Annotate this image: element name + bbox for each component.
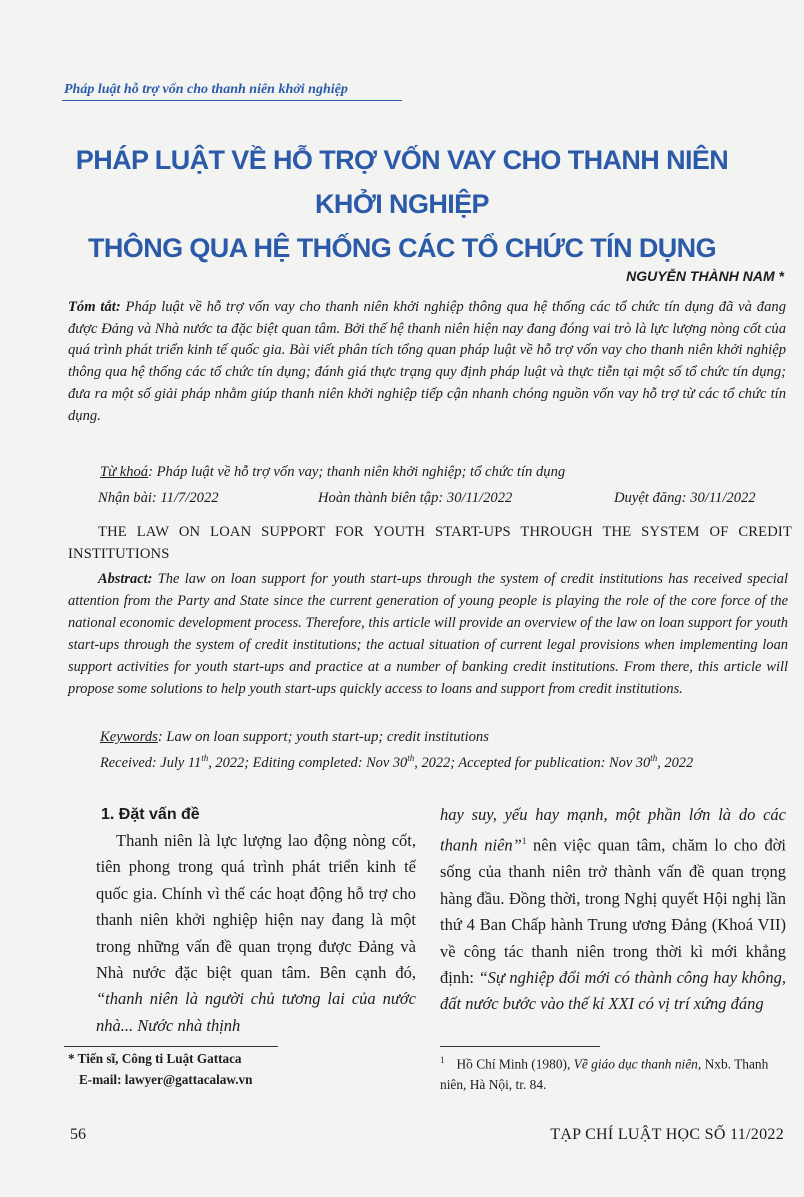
footnote-book-title: Về giáo dục thanh niên <box>573 1056 698 1072</box>
english-title: THE LAW ON LOAN SUPPORT FOR YOUTH START-UPS THROUGH THE SYSTEM OF CREDIT INSTITUTIONS <box>68 524 792 562</box>
keywords-vn-label: Từ khoá <box>100 464 149 480</box>
ordinal-suffix: th <box>407 753 415 763</box>
page-number: 56 <box>70 1126 86 1143</box>
abstract-vietnamese <box>68 297 786 427</box>
author-affiliation: * Tiến sĩ, Công ti Luật Gattaca <box>68 1051 242 1066</box>
author-footnote <box>68 1048 252 1090</box>
footnote <box>440 1050 786 1095</box>
body-text: Thanh niên là lực lượng lao động nòng cốt, tiên phong trong quá trình phát triển kinh tế quốc gia. Chính vì thế các hoạt động hỗ trợ cho thanh niên khởi nghiệp hiện nay đang là một trong những vấn đề quan trọng được Đảng và Nhà nước đặc biệt quan tâm. Bên cạnh đó, <box>96 831 416 983</box>
abstract-english <box>68 568 788 700</box>
abstract-vn-text: Pháp luật về hỗ trợ vốn vay cho thanh niên khởi nghiệp thông qua hệ thống các tổ chức tín dụng đã và đang được Đảng và Nhà nước ta đặc biệt quan tâm. Bởi thế hệ thanh niên hiện nay đang đóng vai trò là lực lượng nòng cốt của quá trình phát triển kinh tế quốc gia. Bài viết phân tích tổng quan pháp luật về hỗ trợ vốn vay cho thanh niên khởi nghiệp thông qua hệ thống các tổ chức tín dụng; đánh giá thực trạng quy định pháp luật và thực tiễn tại một số tổ chức tín dụng; đưa ra một số giải pháp nhằm giúp thanh niên khởi nghiệp tiếp cận nhanh chóng nguồn vốn vay hỗ trợ từ các tổ chức tín dụng. <box>68 299 786 424</box>
body-quote: hay suy, yếu hay mạnh, một phần lớn là do các thanh niên” <box>440 805 786 855</box>
editing-text: , 2022; Editing completed: Nov 30 <box>208 754 408 771</box>
ordinal-suffix: th <box>650 753 658 763</box>
footnote-number: 1 <box>440 1055 445 1065</box>
keywords-en-label: Keywords <box>100 729 158 745</box>
body-column-left <box>96 802 416 1039</box>
received-text: Received: July 11 <box>100 754 202 771</box>
footnote-publisher: , Nxb. Thanh niên, Hà Nội, tr. 84. <box>440 1056 769 1093</box>
article-title-line2: THÔNG QUA HỆ THỐNG CÁC TỔ CHỨC TÍN DỤNG <box>88 233 716 263</box>
keywords-vietnamese <box>100 464 565 481</box>
series-title: Pháp luật hỗ trợ vốn cho thanh niên khởi nghiệp <box>64 82 348 97</box>
section-heading: 1. Đặt vấn đề <box>101 806 200 823</box>
journal-name: TẠP CHÍ LUẬT HỌC SỐ 11/2022 <box>550 1126 784 1143</box>
abstract-en-label: Abstract: <box>98 571 153 587</box>
body-text: nên việc quan tâm, chăm lo cho đời sống của thanh niên trở thành vấn đề quan trọng hàng đầu. Đồng thời, trong Nghị quyết Hội nghị lần thứ 4 Ban Chấp hành Trung ương Đảng (Khoá VII) về công tác thanh niên trong thời kì mới khẳng định: <box>440 835 786 987</box>
body-quote: “thanh niên là người chủ tương lai của nước nhà... Nước nhà thịnh <box>96 989 416 1035</box>
author-name: NGUYỄN THÀNH NAM * <box>626 268 784 284</box>
author-email[interactable]: E-mail: lawyer@gattacalaw.vn <box>79 1072 253 1087</box>
series-title-underline <box>62 100 402 101</box>
footnote-divider-right <box>440 1046 600 1047</box>
abstract-en-text: The law on loan support for youth start-ups through the system of credit institutions has received special attention from the Party and State since the current generation of young people is playing the role of the core force of the national economic development process. Therefore, this article will provide an overview of the law on loan support for youth start-ups through the system of credit institutions; the actual situation of current legal provisions when implementing loan support activities for youth start-ups and practice at a number of banking credit institutions. From there, this article will propose some solutions to help youth start-ups quickly access to loans and support from credit institutions. <box>68 571 788 697</box>
edited-date-vn: Hoàn thành biên tập: 30/11/2022 <box>318 490 513 506</box>
keywords-english <box>100 729 489 746</box>
received-date-vn: Nhận bài: 11/7/2022 <box>98 490 219 506</box>
keywords-en-text: : Law on loan support; youth start-up; credit institutions <box>157 729 489 745</box>
accepted-text: , 2022; Accepted for publication: Nov 30 <box>414 754 651 771</box>
abstract-vn-label: Tóm tắt: <box>68 299 121 315</box>
keywords-vn-text: : Pháp luật về hỗ trợ vốn vay; thanh niên khởi nghiệp; tổ chức tín dụng <box>148 464 566 480</box>
body-paragraph-continued <box>440 802 786 1018</box>
publication-dates-english <box>100 753 693 772</box>
article-title <box>40 138 764 270</box>
footnote-reference[interactable]: 1 <box>521 836 527 847</box>
body-column-right <box>440 802 786 1018</box>
footnote-divider-left <box>64 1046 278 1047</box>
accepted-date-vn: Duyệt đăng: 30/11/2022 <box>614 490 756 506</box>
body-quote: “Sự nghiệp đổi mới có thành công hay không, đất nước bước vào thế kỉ XXI có vị trí xứng đáng <box>440 967 787 1014</box>
ordinal-suffix: th <box>201 753 209 763</box>
article-title-line1: PHÁP LUẬT VỀ HỖ TRỢ VỐN VAY CHO THANH NIÊN KHỞI NGHIỆP <box>75 145 729 219</box>
footnote-text: Hồ Chí Minh (1980), <box>456 1056 574 1072</box>
accepted-year: , 2022 <box>657 754 694 771</box>
body-paragraph <box>96 828 416 1039</box>
